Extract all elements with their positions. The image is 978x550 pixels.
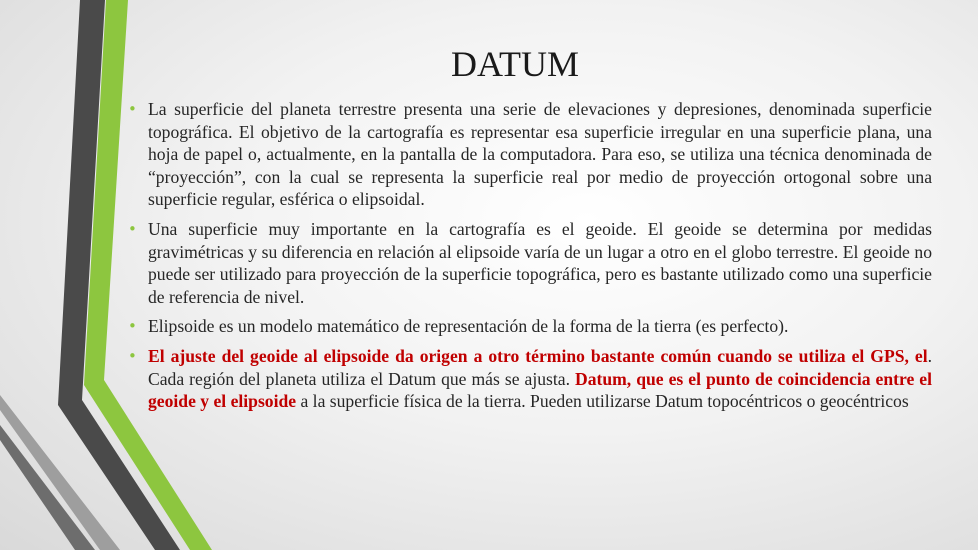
bullet-icon: • bbox=[128, 346, 137, 365]
bullet-paragraph-2 bbox=[128, 218, 932, 308]
paragraph-text: a la superficie física de la tierra. Pueden utilizarse Datum topocéntricos o geocéntricos bbox=[296, 391, 909, 412]
paragraph-text: Elipsoide es un modelo matemático de representación de la forma de la tierra (es perfecto). bbox=[148, 316, 789, 337]
bullet-icon: • bbox=[128, 100, 137, 118]
bullet-paragraph-4 bbox=[128, 345, 932, 413]
slide-title: DATUM bbox=[450, 44, 579, 84]
bullet-paragraph-3 bbox=[128, 315, 932, 338]
bullet-list bbox=[128, 98, 932, 420]
bullet-paragraph-1 bbox=[128, 98, 932, 211]
paragraph-text: Una superficie muy importante en la cartografía es el geoide. El geoide se determina por medidas gravimétricas y su diferencia en relación al elipsoide varía de un lugar a otro en el globo terrestre. El geoide no puede ser utilizado para proyección de la superficie topográfica, pero es bastante utilizado como una superficie de referencia de nivel. bbox=[148, 218, 932, 307]
bullet-icon: • bbox=[128, 219, 137, 238]
paragraph-text: La superficie del planeta terrestre presenta una serie de elevaciones y depresiones, denominada superficie topográfica. El objetivo de la cartografía es representar esa superficie irregular en una superficie plana, una hoja de papel o, actualmente, en la pantalla de la computadora. Para eso, se utiliza una técnica denominada de “proyección”, con la cual se representa la superficie real por medio de proyección ortogonal sobre una superficie regular, esférica o elipsoidal. bbox=[148, 99, 932, 210]
emphasis-text-1: El ajuste del geoide al elipsoide da origen a otro término bastante común cuando se utiliza el GPS, el bbox=[148, 345, 928, 366]
emphasis-text-2: Datum, que es el punto de coincidencia entre el geoide y el elipsoide bbox=[148, 368, 932, 412]
bullet-icon: • bbox=[128, 317, 137, 336]
paragraph-text: . Cada región del planeta utiliza el Datum que más se ajusta. bbox=[148, 345, 932, 389]
gray-lower-stripe bbox=[0, 425, 95, 550]
